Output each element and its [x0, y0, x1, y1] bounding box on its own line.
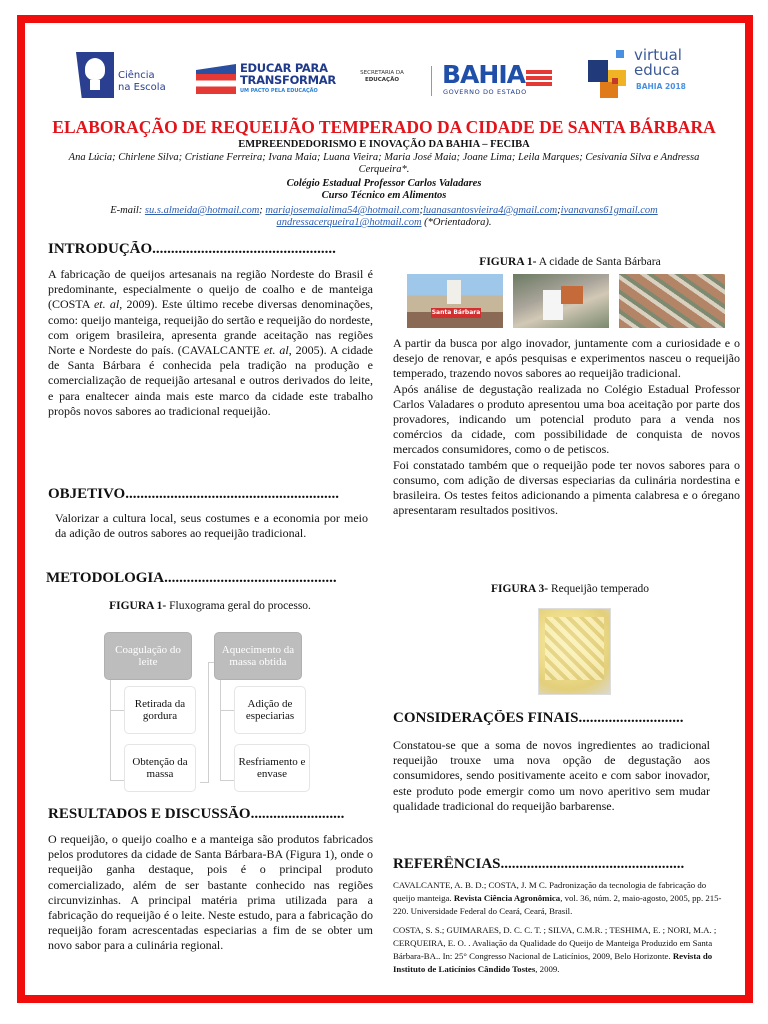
- course-name: Curso Técnico em Alimentos: [321, 190, 447, 201]
- photo-requeijao-temperado: [538, 608, 611, 695]
- resultados-text: O requeijão, o queijo coalho e a manteiga são produtos fabricados pelos produtores da cidade de Santa Bárbara-BA (Figura 1), onde o requeijão ganha destaque, pois é o principal produto comercializado, além de ser bastante conhecido nas regiões circunvizinhas. A principal matéria prima utilizada para a fabricação do requeijão é o leite. Neste estudo, para a fabricação do requeijão foram acrescentadas especiarias a fim de se obter um novo sabor para a culinária regional.: [48, 832, 373, 953]
- poster-title: ELABORAÇÃO DE REQUEIJÃO TEMPERADO DA CIDADE DE SANTA BÁRBARA: [52, 117, 716, 137]
- email-link[interactable]: ivanavans61gmail.com: [560, 205, 658, 216]
- logo-divider: [431, 66, 432, 96]
- logo-text: SECRETARIA DA: [360, 70, 404, 76]
- emails: E-mail: su.s.almeida@hotmail.com; mariajosemaialima54@hotmail.com;luanasantosvieira4@gmail.com;ivanavans61gmail.com andressacerqueira1@hotmail.com (*Orientadora).: [110, 205, 658, 228]
- photo-city-entrance: [407, 274, 503, 328]
- logo-text: BAHIA 2018: [636, 82, 686, 91]
- email-link[interactable]: andressacerqueira1@hotmail.com: [276, 217, 422, 228]
- connector-line: [220, 678, 221, 780]
- logo-text: educa: [634, 61, 680, 79]
- flag-icon: [196, 64, 236, 94]
- reference-item: CAVALCANTE, A. B. D.; COSTA, J. M C. Padronização da tecnologia de fabricação do queijo manteiga. Revista Ciência Agronômica, vol. 36, núm. 2, maio-agosto, 2005, pp. 215-220. Universidade Federal do Ceará, Ceará, Brasil.: [393, 880, 722, 916]
- institution: [30, 178, 738, 202]
- city-sign: Santa Bárbara: [431, 309, 481, 316]
- connector-line: [110, 780, 124, 781]
- objetivo-text: Valorizar a cultura local, seus costumes e a economia por meio da adição de outros sabores ao requeijão tradicional.: [55, 511, 368, 541]
- connector-line: [220, 780, 234, 781]
- logo-text: GOVERNO DO ESTADO: [443, 88, 527, 96]
- results-text-right: [393, 336, 740, 518]
- square-icon: [600, 82, 618, 98]
- city-photos: [407, 274, 737, 330]
- photo-church-aerial: [513, 274, 609, 328]
- flow-step-adicao-especiarias: Adição de especiarias: [234, 686, 306, 734]
- paragraph: Foi constatado também que o requeijão pode ter novos sabores para o consumo, com adição de diversas especiarias da culinária nordestina e brasileira. Os testes feitos adicionando a pimenta calabresa e o óregano apresentaram resultados positivos.: [393, 457, 740, 518]
- square-icon: [612, 78, 618, 84]
- school-name: Colégio Estadual Professor Carlos Valadares: [286, 178, 482, 189]
- secretaria-educacao-logo: [352, 70, 412, 84]
- figure-caption: FIGURA 1- A cidade de Santa Bárbara: [479, 256, 661, 268]
- figure-caption: FIGURA 1- Fluxograma geral do processo.: [109, 600, 311, 612]
- bahia-governo-logo: [442, 60, 554, 100]
- logo-text: EDUCAÇÃO: [364, 77, 400, 83]
- ciencia-na-escola-logo: [76, 52, 176, 100]
- square-icon: [616, 50, 624, 58]
- event-subtitle: EMPREENDEDORISMO E INOVAÇÃO DA BAHIA – FECIBA: [238, 139, 530, 150]
- connector-line: [110, 710, 124, 711]
- flow-step-resfriamento-envase: Resfriamento e envase: [234, 744, 310, 792]
- connector-line: [110, 678, 111, 780]
- lightbulb-icon: [76, 52, 114, 98]
- email-label: E-mail:: [110, 205, 145, 216]
- introducao-heading: INTRODUÇÃO.................................................: [48, 241, 336, 257]
- logo-text: virtual: [634, 46, 682, 64]
- connector-line: [200, 782, 209, 783]
- authors: Ana Lúcia; Chirlene Silva; Cristiane Ferreira; Ivana Maia; Luana Vieira; Maria José Maia; Joane Lima; Leila Marques; Cesivania Silva e Andressa Cerqueira*.: [68, 152, 700, 175]
- resultados-heading: RESULTADOS E DISCUSSÃO.........................: [48, 806, 345, 822]
- logo-tagline: UM PACTO PELA EDUCAÇÃO: [240, 88, 318, 94]
- connector-line: [220, 710, 234, 711]
- flow-step-coagulacao: Coagulação do leite: [104, 632, 192, 680]
- figure-caption: FIGURA 3- Requeijão temperado: [490, 583, 650, 595]
- consideracoes-text: Constatou-se que a soma de novos ingredientes ao tradicional requeijão trouxe uma nova opção de degustação aos consumidores, sendo positivamente aceito e com sabor inovador, este produto pode emergir como um novo aperitivo sem mudar qualidade tradicional do requeijão barbarense.: [393, 738, 710, 813]
- flow-step-aquecimento: Aquecimento da massa obtida: [214, 632, 302, 680]
- orientadora-note: (*Orientadora).: [421, 217, 492, 228]
- logo-text: na Escola: [118, 82, 166, 93]
- logo-text: EDUCAR PARA: [240, 61, 328, 75]
- consideracoes-heading: CONSIDERAÇÕES FINAIS............................: [393, 710, 684, 726]
- introducao-text: A fabricação de queijos artesanais na região Nordeste do Brasil é predominante, especialmente o queijo de coalho e de manteiga (COSTA et. al, 2009). Este último recebe diversas denominações, como: queijo manteiga, requeijão do sertão e requeijão do nordeste, com origem brasileira, apresenta grande aceitação nas regiões Norte e Nordeste do país. (CAVALCANTE et. al, 2005). A cidade de Santa Bárbara é conhecida pela tradição na produção e comercialização de requeijão artesanal e outros derivados do leite, e para enaltecer ainda mais este marco da cidade este trabalho propôs novos sabores ao tradicional requeijão.: [48, 267, 374, 418]
- flow-step-retirada-gordura: Retirada da gordura: [124, 686, 196, 734]
- paragraph: Após análise de degustação realizada no Colégio Estadual Professor Carlos Valadares o produto apresentou uma boa aceitação por parte dos provadores, indicando um potencial produto para a venda nos comércios da cidade, com possibilidade de conquista de novos mercados consumidores, como o de petiscos.: [393, 381, 740, 457]
- logo-text: Ciência: [118, 70, 155, 81]
- photo-city-aerial: [619, 274, 725, 328]
- educar-para-transformar-logo: [196, 61, 336, 98]
- reference-item: COSTA, S. S.; GUIMARAES, D. C. C. T. ; SILVA, C.M.R. ; TESHIMA, E. ; NORI, M.A. ; CERQUEIRA, E. O. . Avaliação da Qualidade do Queijo de Manteiga Produzido em Santa Bárbara-BA.. In: 25° Congresso Nacional de Laticínios, 2009, Belo Horizonte. Revista do Instituto de Laticínios Cândido Tostes, 2009.: [393, 925, 717, 974]
- logo-text: BAHIA: [442, 60, 525, 89]
- flag-stripes-icon: [526, 70, 552, 86]
- paragraph: A partir da busca por algo inovador, juntamente com a curiosidade e o desejo de renovar, e após pesquisas e experimentos nasceu o requeijão temperado, trazendo novos sabores ao requeijão tradicional.: [393, 336, 740, 381]
- square-icon: [588, 60, 608, 82]
- process-flowchart: [100, 630, 320, 790]
- connector-line: [208, 662, 209, 782]
- metodologia-heading: METODOLOGIA..............................................: [46, 570, 337, 586]
- referencias-heading: REFERÊNCIAS.................................................: [393, 856, 685, 872]
- email-link[interactable]: mariajosemaialima54@hotmail.com: [265, 205, 420, 216]
- objetivo-heading: OBJETIVO.........................................................: [48, 486, 339, 502]
- logo-text: TRANSFORMAR: [240, 73, 336, 87]
- email-link[interactable]: luanasantosvieira4@gmail.com: [422, 205, 558, 216]
- virtual-educa-logo: [588, 48, 698, 100]
- email-link[interactable]: su.s.almeida@hotmail.com: [144, 205, 260, 216]
- flow-step-obtencao-massa: Obtenção da massa: [124, 744, 196, 792]
